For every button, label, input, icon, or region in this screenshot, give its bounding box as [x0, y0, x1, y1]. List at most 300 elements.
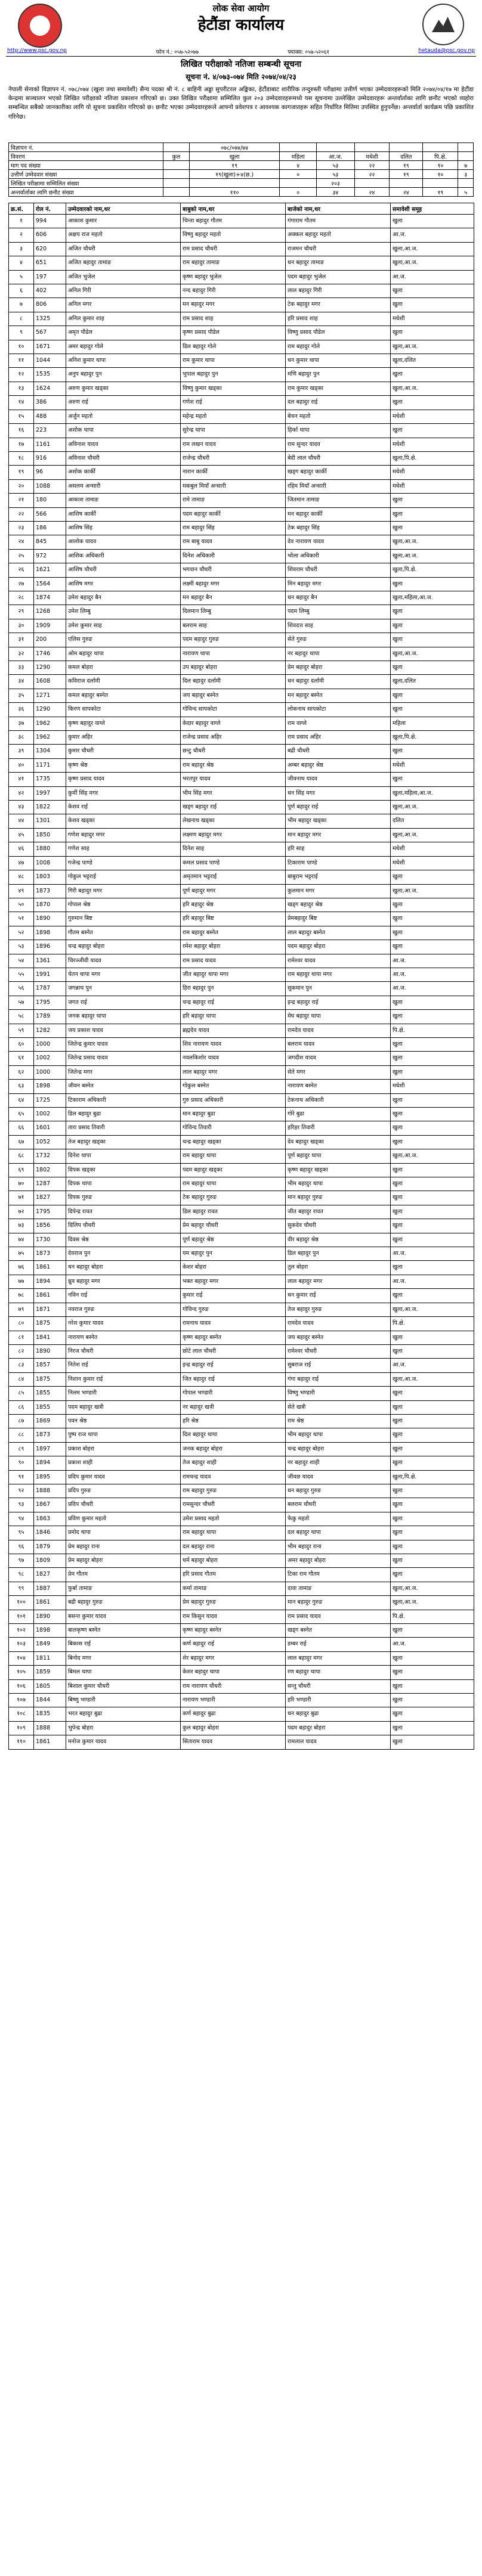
- table-cell: 606: [34, 228, 66, 242]
- table-cell: खुला,आ.ज.: [391, 801, 474, 814]
- table-cell: कर्मा तामाङ: [181, 1582, 286, 1595]
- table-cell: अशोक थापा: [66, 424, 181, 438]
- table-row: [9, 1372, 474, 1386]
- table-cell: कुर्मी सिंह मगर: [66, 786, 181, 800]
- table-cell: टिकाराम पाण्डे: [286, 856, 391, 870]
- table-cell: प्रविण कुमार महतो: [66, 1512, 181, 1526]
- table-cell: लक्ष्मण बहादुर मगर: [181, 828, 286, 842]
- table-cell: खुला,दलित: [391, 675, 474, 689]
- table-cell: 972: [34, 549, 66, 563]
- table-cell: कर्ण बहादुर राई: [181, 1638, 286, 1651]
- table-cell: 1844: [34, 1694, 66, 1707]
- table-cell: मधेशी: [391, 410, 474, 423]
- table-cell: गोविन्द तिवारी: [181, 1121, 286, 1135]
- table-row: [9, 745, 474, 758]
- table-cell: 1730: [34, 1233, 66, 1247]
- table-cell: 651: [34, 256, 66, 270]
- table-cell: 1962: [34, 731, 66, 745]
- table-cell: जीत बहादुर रावत: [286, 1205, 391, 1219]
- table-cell: कृष्ण बहादुर वाग्ले: [66, 717, 181, 730]
- table-cell: 1608: [34, 675, 66, 689]
- table-cell: दिलिप चौधरी: [66, 1219, 181, 1233]
- table-cell: 1044: [34, 354, 66, 368]
- fax-number: फ्याक्स: ०५७-५२०६१: [288, 49, 330, 55]
- table-cell: फुर्बा तामाङ: [66, 1582, 181, 1595]
- table-cell: राम लखन यादव: [181, 438, 286, 451]
- table-cell: विष्णु कुमार खड्का: [181, 382, 286, 395]
- table-cell: धन बहादुर बैन: [286, 591, 391, 605]
- table-cell: राम कुमार खड्का: [286, 382, 391, 395]
- table-cell: पुष्प राज थापा: [66, 1428, 181, 1442]
- table-cell: जनक बहादुर बोहरा: [181, 1442, 286, 1456]
- table-cell: कुलमान मगर: [286, 884, 391, 898]
- table-cell: कृष्ण बहादुर बस्नेत: [181, 1624, 286, 1638]
- table-cell: खुला,आ.ज.: [391, 256, 474, 270]
- table-cell: दिपक गुरुङ: [66, 1191, 181, 1205]
- table-cell: सुबराज राई: [286, 1359, 391, 1372]
- email-link[interactable]: hetauda@psc.gov.np: [418, 48, 475, 54]
- table-cell: ५१: [9, 912, 34, 926]
- table-cell: दावा तामाङ: [286, 1582, 391, 1595]
- table-cell: ७७: [9, 1275, 34, 1288]
- table-cell: लोकनाथ सापकोटा: [286, 703, 391, 717]
- table-cell: निलम भण्डारी: [66, 1387, 181, 1400]
- table-cell: भोला अधिकारी: [286, 549, 391, 563]
- table-cell: रामचन्द्र यादव: [181, 1470, 286, 1484]
- table-row: [9, 633, 474, 647]
- table-cell: ३१: [9, 633, 34, 647]
- table-cell: बिशाल कुमार चौधरी: [66, 1679, 181, 1693]
- table-cell: मधेशी: [391, 1080, 474, 1093]
- table-cell: गोपाल भण्डारी: [181, 1387, 286, 1400]
- table-cell: २४: [9, 535, 34, 549]
- table-cell: खुला: [391, 1261, 474, 1275]
- table-cell: सेते मगर: [286, 1065, 391, 1079]
- table-cell: मान बहादुर गुरुङ: [286, 1596, 391, 1610]
- table-row: [9, 1442, 474, 1456]
- table-cell: डम्बर राई: [286, 1638, 391, 1651]
- summary-cell: २२: [354, 161, 390, 170]
- table-row: [9, 284, 474, 298]
- table-cell: ४५: [9, 828, 34, 842]
- table-cell: अशोक कार्की: [66, 466, 181, 479]
- table-cell: 1894: [34, 1275, 66, 1288]
- table-cell: हरि प्रसाद शाह: [286, 312, 391, 326]
- table-cell: 567: [34, 326, 66, 340]
- table-row: [9, 717, 474, 730]
- table-cell: खुला,आ.ज.: [391, 535, 474, 549]
- table-cell: 1271: [34, 689, 66, 702]
- table-row: [9, 242, 474, 256]
- table-cell: खुला: [391, 1735, 474, 1749]
- table-cell: विष्णु बहादुर महतो: [181, 228, 286, 242]
- table-cell: 1895: [34, 1470, 66, 1484]
- table-cell: ६५: [9, 1108, 34, 1121]
- table-cell: 1879: [34, 1540, 66, 1554]
- table-cell: खुला,पि.क्षे.: [391, 1470, 474, 1484]
- table-row: [9, 1275, 474, 1288]
- table-cell: जय बहादुर बस्नेत: [286, 1331, 391, 1344]
- table-cell: सेते खत्री: [286, 1400, 391, 1414]
- table-cell: चन्द्र बहादुर राई: [181, 996, 286, 1009]
- table-cell: पवन श्रेष्ठ: [66, 1414, 181, 1428]
- table-cell: 1732: [34, 1149, 66, 1163]
- table-cell: महेन्द्र महतो: [181, 410, 286, 423]
- table-cell: ८१: [9, 1331, 34, 1344]
- table-cell: खुला,पि.क्षे.: [391, 451, 474, 465]
- table-cell: अनुप बहादुर पुन: [66, 368, 181, 382]
- table-cell: 1835: [34, 1707, 66, 1721]
- table-cell: खुला: [391, 996, 474, 1009]
- table-cell: देव नारायण यादव: [286, 535, 391, 549]
- table-cell: ३०: [9, 619, 34, 633]
- table-cell: 1871: [34, 1303, 66, 1316]
- table-cell: राम प्रसाद यादव: [181, 954, 286, 968]
- table-cell: जगत राई: [66, 996, 181, 1009]
- table-cell: नन्द बहादुर गिरी: [181, 284, 286, 298]
- table-row: [9, 801, 474, 814]
- table-cell: आकाश कुमार: [66, 215, 181, 228]
- table-row: [9, 1261, 474, 1275]
- table-cell: ७०: [9, 1177, 34, 1191]
- table-cell: नर बहादुर थापा: [286, 647, 391, 661]
- table-cell: खुला: [391, 1065, 474, 1079]
- table-row: [9, 1568, 474, 1582]
- table-cell: 1897: [34, 1442, 66, 1456]
- table-cell: खुला: [391, 1052, 474, 1065]
- table-cell: 1875: [34, 1317, 66, 1331]
- table-cell: 1869: [34, 1414, 66, 1428]
- summary-cell: आ.ज.: [317, 152, 355, 161]
- table-cell: 1861: [34, 1735, 66, 1749]
- table-cell: ४४: [9, 814, 34, 828]
- table-cell: लाल बहादुर मगर: [286, 1651, 391, 1665]
- table-cell: 1304: [34, 745, 66, 758]
- summary-row: [9, 179, 474, 188]
- table-cell: अनिल मगर: [66, 298, 181, 312]
- table-cell: ६४: [9, 1093, 34, 1107]
- table-cell: 223: [34, 424, 66, 438]
- table-row: [9, 1289, 474, 1303]
- table-cell: दिपेन्द्र रावत: [66, 1205, 181, 1219]
- table-cell: २६: [9, 563, 34, 577]
- table-cell: बिमल थापा: [66, 1666, 181, 1679]
- table-row: [9, 1065, 474, 1079]
- table-cell: खुला: [391, 1666, 474, 1679]
- table-cell: ३२: [9, 647, 34, 661]
- table-cell: मधेशी: [391, 479, 474, 493]
- table-cell: शिवराम चौधरी: [286, 563, 391, 577]
- column-header: बाजेको नाम,थर: [286, 203, 391, 215]
- table-cell: १०: [9, 340, 34, 354]
- table-cell: १२: [9, 368, 34, 382]
- table-cell: भीम बहादुर राना: [286, 1540, 391, 1554]
- table-cell: 1827: [34, 1191, 66, 1205]
- table-cell: 1856: [34, 1219, 66, 1233]
- table-cell: आ.ज.: [391, 968, 474, 981]
- table-cell: बसन्त कुमार यादव: [66, 1610, 181, 1623]
- table-cell: प्रेम बहादुर चौधरी: [181, 1219, 286, 1233]
- table-cell: ४: [9, 256, 34, 270]
- table-cell: प्रेम बहादुर राना: [66, 1540, 181, 1554]
- table-cell: खुला,आ.ज.: [391, 1372, 474, 1386]
- table-row: [9, 912, 474, 926]
- table-cell: नारायण भण्डारी: [181, 1694, 286, 1707]
- table-cell: राम बहादुर श्रेष्ठ: [181, 758, 286, 772]
- table-cell: 1991: [34, 968, 66, 981]
- table-cell: १: [9, 215, 34, 228]
- table-cell: कुमार राई: [181, 1289, 286, 1303]
- table-cell: खुला: [391, 1093, 474, 1107]
- table-cell: १६: [9, 424, 34, 438]
- table-cell: उप बहादुर बोहरा: [181, 661, 286, 675]
- table-cell: देव बहादुर खड्का: [286, 1135, 391, 1149]
- table-row: [9, 1010, 474, 1024]
- table-cell: प्रकाश शाही: [66, 1456, 181, 1470]
- table-cell: भीम सिंह मगर: [181, 786, 286, 800]
- table-cell: जितेन्द्र कुमार यादव: [66, 1037, 181, 1051]
- table-cell: ८३: [9, 1359, 34, 1372]
- table-cell: 1000: [34, 1065, 66, 1079]
- table-row: [9, 1331, 474, 1344]
- table-cell: खुला,आ.ज.: [391, 647, 474, 661]
- psc-logo-icon: [422, 4, 464, 45]
- summary-cell: २४: [390, 188, 423, 197]
- table-cell: राम कुमार थापा: [181, 354, 286, 368]
- table-cell: राम श्रेष्ठ: [286, 1414, 391, 1428]
- table-cell: ६: [9, 284, 34, 298]
- table-cell: 1624: [34, 382, 66, 395]
- table-cell: 1875: [34, 1372, 66, 1386]
- table-cell: प्रदिप चौधरी: [66, 1498, 181, 1512]
- summary-cell: ११०: [189, 188, 279, 197]
- table-cell: खुला: [391, 1554, 474, 1568]
- table-cell: दिनेश थापा: [66, 1149, 181, 1163]
- table-cell: केशर बोहरा: [181, 1261, 286, 1275]
- table-cell: राम वाग्ले: [286, 717, 391, 730]
- table-row: [9, 1679, 474, 1693]
- table-cell: मधेशी: [391, 758, 474, 772]
- table-cell: ५: [9, 270, 34, 284]
- table-cell: 1803: [34, 870, 66, 884]
- table-cell: १५: [9, 410, 34, 423]
- header: [0, 0, 482, 57]
- table-cell: खुला: [391, 1498, 474, 1512]
- table-cell: नितेश राई: [66, 1359, 181, 1372]
- table-cell: ७५: [9, 1247, 34, 1261]
- table-cell: विष्णु प्रसाद पौडेल: [286, 326, 391, 340]
- table-cell: बिनोद मगर: [66, 1651, 181, 1665]
- table-cell: तुल बोहरा: [286, 1261, 391, 1275]
- table-cell: 1002: [34, 1108, 66, 1121]
- table-cell: खुला: [391, 1679, 474, 1693]
- summary-cell: कुल: [163, 152, 189, 161]
- table-cell: पदम लिम्बु: [286, 605, 391, 619]
- table-cell: अनिश कुमार थापा: [66, 354, 181, 368]
- table-cell: आ.ज.: [391, 1275, 474, 1288]
- table-cell: छन्टु चौधरी: [181, 745, 286, 758]
- table-row: [9, 256, 474, 270]
- table-cell: ८: [9, 312, 34, 326]
- table-row: [9, 1414, 474, 1428]
- table-cell: निरज चौधरी: [66, 1344, 181, 1358]
- table-cell: हरिहर तिवारी: [286, 1121, 391, 1135]
- table-cell: ४२: [9, 786, 34, 800]
- table-cell: तेज बहादुर खड्का: [66, 1135, 181, 1149]
- table-row: [9, 898, 474, 912]
- table-cell: नारायण बस्नेत: [66, 1331, 181, 1344]
- table-cell: आशिष चौधरी: [66, 563, 181, 577]
- table-cell: गौतम बस्नेत: [66, 926, 181, 940]
- table-row: [9, 1540, 474, 1554]
- summary-cell: ०: [280, 170, 317, 179]
- table-cell: खुला: [391, 1205, 474, 1219]
- column-header: बाबुको नाम,थर: [181, 203, 286, 215]
- table-cell: राजेन्द्र चौधरी: [181, 451, 286, 465]
- table-cell: १००: [9, 1596, 34, 1610]
- summary-cell: खुला: [189, 152, 279, 161]
- table-cell: 1002: [34, 1052, 66, 1065]
- summary-cell: [423, 179, 458, 188]
- table-cell: दिनेश अधिकारी: [181, 549, 286, 563]
- table-cell: आ.ज.: [391, 954, 474, 968]
- table-cell: राम प्रसाद यादव: [286, 1610, 391, 1623]
- table-cell: तेज बहादुर शाही: [181, 1456, 286, 1470]
- table-cell: अमर बहादुर गोले: [66, 340, 181, 354]
- table-cell: ११०: [9, 1735, 34, 1749]
- table-cell: ९९: [9, 1582, 34, 1595]
- table-cell: पदम बहादुर कार्की: [181, 507, 286, 521]
- table-cell: 488: [34, 410, 66, 423]
- table-cell: कृष्ण बहादुर खड्का: [286, 1163, 391, 1177]
- website-link[interactable]: http://www.psc.gov.np: [7, 48, 67, 54]
- table-cell: अनिल कुमार शाह: [66, 312, 181, 326]
- table-cell: 1805: [34, 1679, 66, 1693]
- table-cell: रामेश्वर चौधरी: [286, 1344, 391, 1358]
- table-row: [9, 298, 474, 312]
- summary-cell: [280, 143, 317, 152]
- table-cell: ९७: [9, 1554, 34, 1568]
- summary-cell: विज्ञापन नं.: [9, 143, 163, 152]
- table-cell: तारा प्रसाद तिवारी: [66, 1121, 181, 1135]
- table-cell: गंगाराम गौतम: [286, 215, 391, 228]
- summary-cell: [317, 143, 355, 152]
- table-cell: 1873: [34, 1428, 66, 1442]
- table-cell: 1890: [34, 1610, 66, 1623]
- table-cell: कर्ण बहादुर बुढा: [181, 1707, 286, 1721]
- summary-cell: ३४: [317, 188, 355, 197]
- table-cell: सन्तु चौधरी: [286, 1679, 391, 1693]
- table-cell: हरि बहादुर श्रेष्ठ: [181, 898, 286, 912]
- table-cell: अरुण कुमार खड्का: [66, 382, 181, 395]
- table-cell: मान बहादुर गुरुङ: [286, 1191, 391, 1205]
- table-cell: राम बहादुर थापा: [181, 1526, 286, 1540]
- table-cell: अजित भुजेल: [66, 270, 181, 284]
- table-cell: ओम बहादुर थापा: [66, 647, 181, 661]
- table-row: [9, 1582, 474, 1595]
- table-cell: 200: [34, 633, 66, 647]
- table-cell: ८९: [9, 1442, 34, 1456]
- table-cell: भरतपुर यादव: [181, 773, 286, 786]
- table-cell: कमल बोहरा: [66, 661, 181, 675]
- summary-cell: १९: [390, 170, 423, 179]
- table-cell: ४१: [9, 773, 34, 786]
- table-cell: मणि बहादुर पुन: [286, 368, 391, 382]
- table-cell: गणेश साह: [66, 842, 181, 856]
- table-row: [9, 424, 474, 438]
- table-cell: डिल बहादुर बुढा: [66, 1108, 181, 1121]
- summary-cell: विवरण: [9, 152, 163, 161]
- table-row: [9, 1526, 474, 1540]
- table-cell: राम बहादुर थापा: [181, 1177, 286, 1191]
- table-cell: ५८: [9, 1010, 34, 1024]
- table-row: [9, 1052, 474, 1065]
- table-cell: १०५: [9, 1666, 34, 1679]
- table-cell: रामदेव यादव: [286, 1317, 391, 1331]
- table-cell: ४०: [9, 758, 34, 772]
- table-row: [9, 856, 474, 870]
- table-cell: केशर बहादुर थापा: [181, 1666, 286, 1679]
- table-row: [9, 1108, 474, 1121]
- notice-title: लिखित परीक्षाको नतिजा सम्बन्धी सूचना: [180, 60, 302, 69]
- table-cell: ब्रह्मदेव यादव: [181, 1024, 286, 1037]
- table-cell: कविराज दर्लामी: [66, 675, 181, 689]
- table-cell: 1795: [34, 1205, 66, 1219]
- table-cell: 1811: [34, 1651, 66, 1665]
- table-cell: टेक बहादुर मगर: [286, 298, 391, 312]
- summary-cell: महिला: [280, 152, 317, 161]
- table-row: [9, 1456, 474, 1470]
- table-cell: २३: [9, 521, 34, 535]
- table-cell: प्रेम गौतम: [66, 1568, 181, 1582]
- table-cell: खुला: [391, 1526, 474, 1540]
- table-cell: रमेश बहादुर बोहरा: [181, 940, 286, 954]
- table-cell: 1301: [34, 814, 66, 828]
- table-cell: आ.ज.: [391, 1247, 474, 1261]
- table-cell: खुला: [391, 1289, 474, 1303]
- table-cell: १०९: [9, 1721, 34, 1735]
- table-cell: ९५: [9, 1526, 34, 1540]
- table-cell: 1859: [34, 1666, 66, 1679]
- table-cell: नर बहादुर शाही: [286, 1456, 391, 1470]
- table-row: [9, 396, 474, 410]
- table-cell: ४८: [9, 870, 34, 884]
- table-cell: सिताराम यादव: [181, 1735, 286, 1749]
- summary-cell: [163, 170, 189, 179]
- table-cell: जनक बहादुर थापा: [66, 1010, 181, 1024]
- table-cell: मधेशी: [391, 856, 474, 870]
- table-cell: राम बहादुर तामाङ: [181, 256, 286, 270]
- table-cell: दल बहादुर राना: [181, 1540, 286, 1554]
- table-cell: एलिस गुरुङ: [66, 633, 181, 647]
- table-row: [9, 926, 474, 940]
- table-cell: टिकाराम अधिकारी: [66, 1093, 181, 1107]
- table-cell: छोटे लाल चौधरी: [181, 1344, 286, 1358]
- table-cell: खुला: [391, 703, 474, 717]
- table-cell: भीम बहादुर थापा: [286, 1177, 391, 1191]
- table-cell: 1898: [34, 1624, 66, 1638]
- summary-cell: २०३: [317, 179, 355, 188]
- table-row: [9, 1498, 474, 1512]
- table-cell: खुला: [391, 1624, 474, 1638]
- table-cell: 402: [34, 284, 66, 298]
- summary-row: [9, 188, 474, 197]
- table-cell: हिरा बहादुर पुन: [181, 982, 286, 996]
- table-cell: राम प्रसाद शाह: [181, 312, 286, 326]
- table-cell: प्रेम बहादुर बोहरा: [66, 1554, 181, 1568]
- table-cell: हरि साह: [286, 842, 391, 856]
- table-cell: खड्ग बहादुर कार्की: [286, 466, 391, 479]
